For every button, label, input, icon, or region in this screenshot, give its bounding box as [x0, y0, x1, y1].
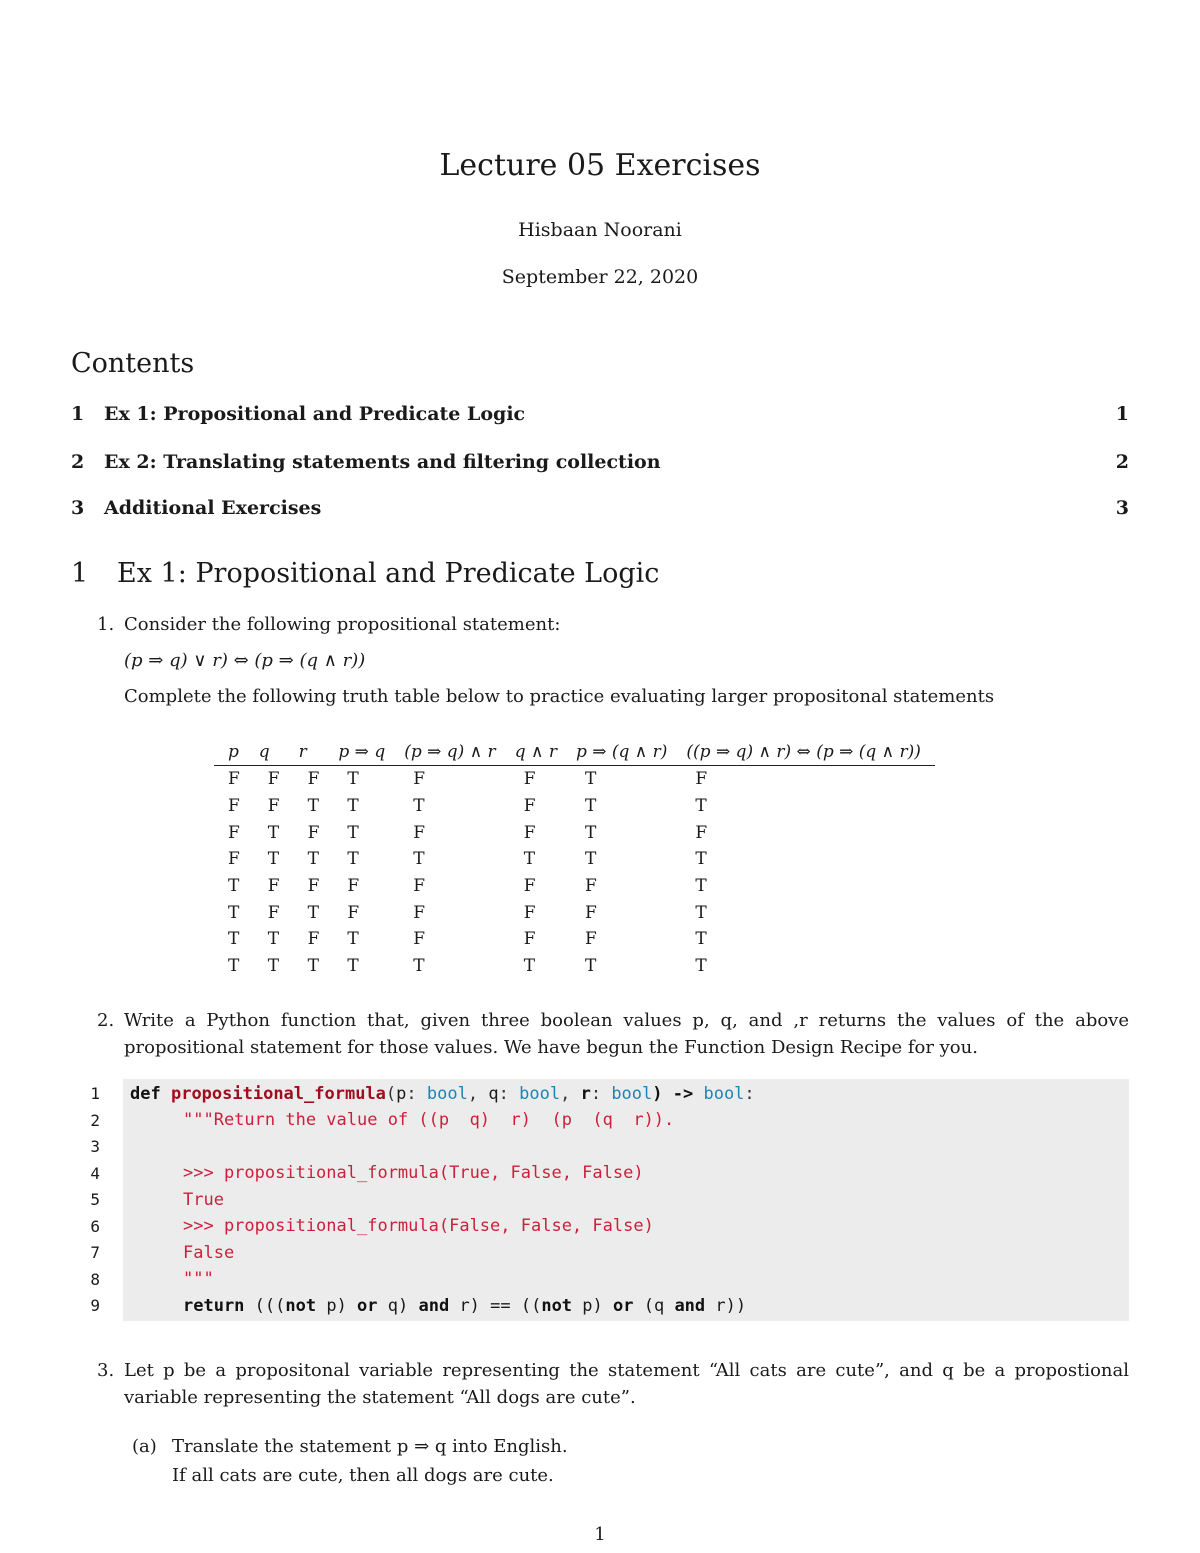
toc-entry-page: 2 — [1115, 451, 1129, 473]
table-cell: T — [584, 796, 597, 817]
table-cell: T — [267, 929, 280, 950]
docstring: """Return the value of ((p q) r) (p (q r)). — [183, 1110, 675, 1130]
toc-entry[interactable] — [71, 403, 1129, 425]
doctest: >>> propositional_formula(True, False, False) — [183, 1163, 644, 1183]
table-cell: F — [267, 796, 280, 817]
toc-entry-number: 3 — [71, 497, 85, 519]
code-text: p) — [572, 1296, 613, 1316]
table-cell: T — [347, 849, 359, 870]
date: September 22, 2020 — [501, 266, 699, 288]
column-header: r — [294, 739, 334, 766]
code-text: (q — [633, 1296, 675, 1316]
table-cell: F — [307, 929, 320, 950]
table-cell: F — [267, 769, 280, 790]
punctuation: : — [590, 1084, 602, 1104]
column-header: (p ⇒ q) ∧ r — [399, 739, 509, 766]
table-cell: F — [584, 876, 597, 897]
table-cell: T — [523, 849, 536, 870]
document-title: Lecture 05 Exercises — [439, 148, 761, 183]
instruction: Complete the following truth table below to practice evaluating larger propositonal statements — [124, 686, 995, 707]
docstring-close: """ — [183, 1269, 214, 1289]
table-row — [214, 899, 935, 926]
keyword: not — [541, 1296, 573, 1316]
table-cell: F — [307, 822, 320, 843]
section-title: Ex 1: Propositional and Predicate Logic — [117, 558, 660, 589]
line-number: 8 — [90, 1269, 100, 1289]
keyword: not — [285, 1296, 317, 1316]
section-heading — [71, 558, 659, 589]
table-cell: T — [347, 769, 359, 790]
table-cell: F — [523, 822, 536, 843]
table-cell: T — [695, 876, 707, 897]
table-cell: T — [228, 876, 240, 897]
table-cell: T — [228, 902, 240, 923]
table-cell: T — [347, 796, 359, 817]
item-text: propositional statement for those values. We have begun the Function Design Recipe for you. — [124, 1037, 978, 1058]
column-header: p ⇒ (q ∧ r) — [571, 739, 681, 766]
table-cell: F — [413, 876, 426, 897]
table-cell: T — [695, 956, 707, 977]
item-number: 3. — [97, 1360, 115, 1381]
type: bool — [519, 1084, 561, 1104]
code-line — [130, 1084, 755, 1104]
code-text: p) — [316, 1296, 358, 1316]
type: bool — [426, 1084, 468, 1104]
truth-table — [214, 739, 935, 980]
table-cell: F — [413, 902, 426, 923]
table-cell: T — [523, 956, 536, 977]
table-cell: T — [695, 849, 707, 870]
table-cell: T — [267, 822, 280, 843]
code-line — [183, 1296, 746, 1316]
toc-entry-page: 1 — [1115, 403, 1129, 425]
item-text: Consider the following propositional statement: — [124, 614, 561, 635]
table-cell: F — [267, 876, 280, 897]
type: bool — [703, 1084, 745, 1104]
table-cell: F — [307, 876, 320, 897]
line-number: 7 — [90, 1243, 100, 1262]
line-number: 2 — [90, 1110, 100, 1130]
punctuation: : — [744, 1084, 755, 1104]
table-cell: F — [228, 769, 240, 790]
table-cell: F — [695, 769, 708, 790]
table-cell: F — [347, 876, 360, 897]
code-text: r) == (( — [449, 1296, 542, 1316]
item-text: variable representing the statement “All dogs are cute”. — [124, 1387, 636, 1408]
column-header: p ⇒ q — [333, 739, 399, 766]
line-number: 1 — [90, 1084, 100, 1103]
type: bool — [611, 1084, 653, 1104]
table-cell: T — [307, 796, 319, 817]
table-cell: T — [307, 849, 319, 870]
line-number: 6 — [90, 1216, 100, 1236]
table-cell: T — [267, 956, 280, 977]
table-cell: F — [267, 902, 280, 923]
table-cell: T — [228, 929, 240, 950]
column-header: q — [254, 739, 294, 766]
table-cell: T — [307, 956, 319, 977]
item-number: 1. — [97, 614, 115, 635]
table-row — [214, 926, 935, 953]
table-cell: T — [347, 822, 359, 843]
toc-entry-number: 2 — [71, 451, 85, 473]
table-cell: F — [523, 796, 536, 817]
table-cell: F — [228, 822, 240, 843]
subitem-prompt: Translate the statement p ⇒ q into English. — [172, 1436, 568, 1457]
column-header: ((p ⇒ q) ∧ r) ⇔ (p ⇒ (q ∧ r)) — [681, 739, 935, 766]
keyword: and — [674, 1296, 706, 1316]
table-cell: T — [413, 956, 425, 977]
code-text: ((( — [244, 1296, 286, 1316]
table-cell: F — [584, 929, 597, 950]
formula: (p ⇒ q) ∨ r) ⇔ (p ⇒ (q ∧ r)) — [124, 650, 366, 671]
toc-entry[interactable] — [71, 451, 1129, 473]
line-number: 3 — [90, 1137, 100, 1156]
table-cell: T — [267, 849, 280, 870]
table-cell: T — [413, 849, 425, 870]
table-cell: F — [584, 902, 597, 923]
table-cell: F — [523, 902, 536, 923]
table-cell: T — [584, 849, 597, 870]
table-cell: T — [695, 929, 707, 950]
doctest-result: True — [183, 1190, 224, 1210]
table-cell: F — [523, 929, 536, 950]
table-cell: T — [695, 902, 707, 923]
toc-entry-page: 3 — [1115, 497, 1129, 519]
table-cell: F — [413, 822, 426, 843]
item-number: 2. — [97, 1010, 115, 1031]
subitem-answer: If all cats are cute, then all dogs are cute. — [172, 1465, 554, 1486]
table-row — [214, 819, 935, 846]
table-cell: F — [413, 929, 426, 950]
code-text: q) — [377, 1296, 419, 1316]
table-row — [214, 953, 935, 980]
table-cell: F — [228, 849, 240, 870]
toc-entry[interactable] — [71, 497, 1129, 519]
table-cell: F — [347, 902, 360, 923]
table-cell: F — [413, 769, 426, 790]
function-name: propositional_formula — [170, 1084, 386, 1104]
table-row — [214, 793, 935, 820]
table-cell: F — [523, 769, 536, 790]
subitem-label: (a) — [132, 1436, 157, 1457]
keyword: def — [130, 1084, 161, 1104]
table-cell: T — [584, 769, 597, 790]
author: Hisbaan Noorani — [518, 219, 682, 241]
table-cell: F — [228, 796, 240, 817]
keyword: or — [613, 1296, 634, 1316]
table-cell: T — [584, 956, 597, 977]
table-cell: T — [307, 902, 319, 923]
section-number: 1 — [71, 558, 89, 589]
toc-entry-number: 1 — [71, 403, 85, 425]
keyword: or — [357, 1296, 378, 1316]
toc-entry-title: Ex 2: Translating statements and filtering collection — [104, 451, 661, 473]
page-number: 1 — [594, 1524, 606, 1545]
keyword: and — [418, 1296, 450, 1316]
punctuation: : — [498, 1084, 509, 1104]
table-cell: F — [307, 769, 320, 790]
param: p — [396, 1084, 407, 1104]
doctest: >>> propositional_formula(False, False, False) — [183, 1216, 654, 1236]
punctuation: : — [406, 1084, 417, 1104]
contents-heading: Contents — [71, 348, 195, 379]
line-number: 9 — [90, 1296, 100, 1315]
toc-entry-title: Additional Exercises — [104, 497, 322, 519]
punctuation: , — [467, 1084, 479, 1104]
table-cell: T — [228, 956, 240, 977]
code-text: r)) — [705, 1296, 747, 1316]
column-header: q ∧ r — [510, 739, 571, 766]
punctuation: , — [560, 1084, 571, 1104]
param: q — [488, 1084, 499, 1104]
punctuation: ) -> — [652, 1084, 694, 1104]
table-row — [214, 766, 935, 793]
toc-entry-title: Ex 1: Propositional and Predicate Logic — [104, 403, 526, 425]
keyword: return — [183, 1296, 245, 1316]
item-text: Let p be a propositonal variable representing the statement “All cats are cute”, and q be a propostional — [124, 1360, 1129, 1381]
line-number: 4 — [90, 1163, 100, 1183]
table-row — [214, 846, 935, 873]
column-header: p — [214, 739, 254, 766]
table-cell: T — [413, 796, 425, 817]
table-cell: T — [584, 822, 597, 843]
param: r — [580, 1084, 591, 1104]
table-cell: F — [523, 876, 536, 897]
item-text: Write a Python function that, given three boolean values p, q, and ,r returns the values of the above — [124, 1010, 1129, 1031]
table-header-row — [214, 739, 935, 766]
punctuation: ( — [385, 1084, 397, 1104]
table-cell: T — [347, 929, 359, 950]
table-cell: F — [695, 822, 708, 843]
table-row — [214, 873, 935, 900]
doctest-result: False — [183, 1243, 235, 1263]
table-cell: T — [347, 956, 359, 977]
table-cell: T — [695, 796, 707, 817]
line-number: 5 — [90, 1190, 100, 1209]
